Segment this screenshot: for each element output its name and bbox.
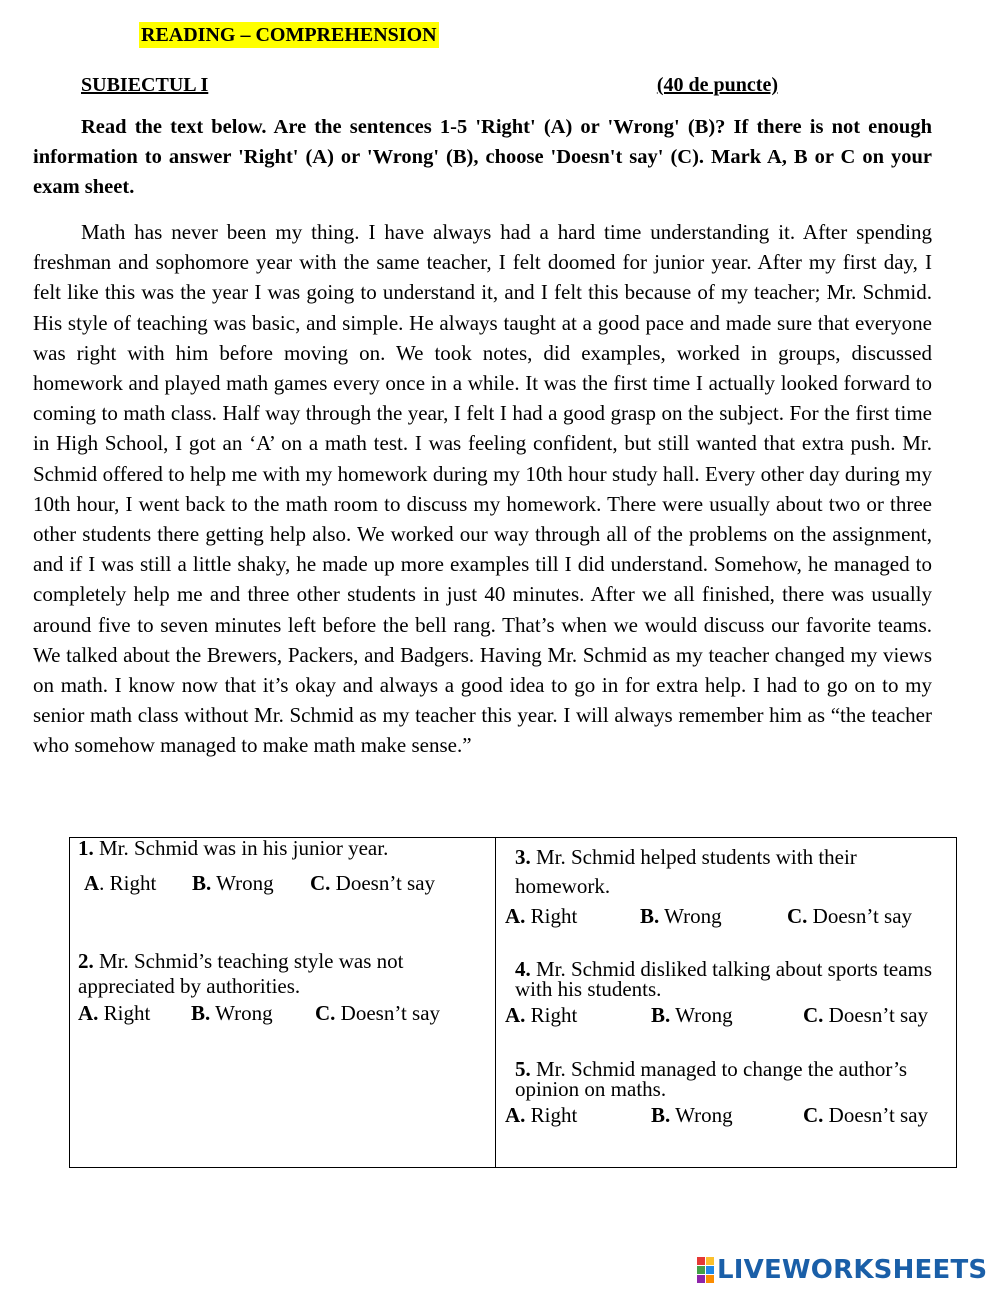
- question-number: 2.: [78, 949, 94, 973]
- logo-block: [706, 1266, 714, 1274]
- option-c[interactable]: C. Doesn’t say: [315, 1001, 441, 1025]
- question-5: [515, 1059, 950, 1099]
- logo-block: [706, 1275, 714, 1283]
- question-text: Mr. Schmid managed to change the author’s opinion on maths.: [515, 1057, 908, 1101]
- question-number: 4.: [515, 957, 531, 981]
- question-number: 3.: [515, 845, 531, 869]
- option-b[interactable]: B. Wrong: [640, 904, 722, 928]
- question-text: Mr. Schmid helped students with their homework.: [515, 845, 857, 898]
- logo-blocks-icon: [697, 1257, 714, 1283]
- question-4: [515, 959, 935, 999]
- question-text: Mr. Schmid disliked talking about sports teams with his students.: [515, 957, 933, 1001]
- question-4-options: [505, 1003, 950, 1027]
- option-b[interactable]: B. Wrong: [191, 1001, 273, 1025]
- logo-block: [697, 1266, 705, 1274]
- question-number: 1.: [78, 836, 94, 860]
- page-title: READING – COMPREHENSION: [141, 24, 437, 46]
- question-3: [515, 843, 905, 901]
- option-b[interactable]: B. Wrong: [651, 1103, 733, 1127]
- questions-table: [69, 837, 957, 1168]
- option-a[interactable]: A. Right: [78, 1001, 151, 1025]
- question-number: 5.: [515, 1057, 531, 1081]
- question-2-options: [78, 1001, 488, 1025]
- option-a[interactable]: A. Right: [84, 871, 157, 895]
- subject-line: [81, 72, 778, 98]
- question-text: Mr. Schmid’s teaching style was not appreciated by authorities.: [78, 949, 404, 998]
- question-1-options: [84, 871, 484, 895]
- question-1: [78, 836, 488, 860]
- reading-passage: Math has never been my thing. I have always had a hard time understanding it. After spending freshman and sophomore year with the same teacher, I felt doomed for junior year. After my first day, I felt like this was the year I was going to understand it, and I felt this because of my teacher; Mr. Schmid. His style of teaching was basic, and simple. He always taught at a good pace and made sure that everyone was right with him before moving on. We took notes, did examples, worked in groups, discussed homework and played math games every once in a while. It was the first time I actually looked forward to coming to math class. Half way through the year, I felt I had a good grasp on the subject. For the first time in High School, I got an ‘A’ on a math test. I was feeling confident, but still wanted that extra push. Mr. Schmid offered to help me with my homework during my 10th hour study hall. Every other day during my 10th hour, I went back to the math room to discuss my homework. There were usually about two or three other students there getting help also. We worked our way through all of the problems on the assignment, and if I was still a little shaky, he made up more examples till I did understand. Somehow, he managed to completely help me and three other students in just 40 minutes. After we all finished, there was usually around five to seven minutes left before the bell rang. That’s when we would discuss our favorite teams. We talked about the Brewers, Packers, and Badgers. Having Mr. Schmid as my teacher changed my views on math. I know now that it’s okay and always a good idea to go in for extra help. I had to go on to my senior math class without Mr. Schmid as my teacher this year. I will always remember him as “the teacher who somehow managed to make math make sense.”: [33, 220, 932, 758]
- instructions: Read the text below. Are the sentences 1-5 'Right' (A) or 'Wrong' (B)? If there is not enough information to answer 'Right' (A) or 'Wrong' (B), choose 'Doesn't say' (C). Mark A, B or C on your exam sheet.: [33, 116, 932, 198]
- option-c[interactable]: C. Doesn’t say: [310, 871, 436, 895]
- option-c[interactable]: C. Doesn’t say: [803, 1103, 929, 1127]
- option-a[interactable]: A. Right: [505, 1003, 578, 1027]
- logo-text: LIVEWORKSHEETS: [717, 1255, 988, 1285]
- question-text: Mr. Schmid was in his junior year.: [99, 836, 389, 860]
- option-a[interactable]: A. Right: [505, 904, 578, 928]
- option-b[interactable]: B. Wrong: [192, 871, 274, 895]
- question-2: [78, 949, 458, 999]
- points-label: (40 de puncte): [656, 74, 778, 96]
- table-divider: [495, 838, 496, 1167]
- liveworksheets-logo: [697, 1255, 987, 1285]
- option-c[interactable]: C. Doesn’t say: [803, 1003, 929, 1027]
- logo-block: [706, 1257, 714, 1265]
- logo-block: [697, 1257, 705, 1265]
- question-3-options: [505, 904, 945, 928]
- question-5-options: [505, 1103, 950, 1127]
- option-a[interactable]: A. Right: [505, 1103, 578, 1127]
- subject-label: SUBIECTUL I: [81, 74, 209, 96]
- logo-block: [697, 1275, 705, 1283]
- option-b[interactable]: B. Wrong: [651, 1003, 733, 1027]
- option-c[interactable]: C. Doesn’t say: [787, 904, 913, 928]
